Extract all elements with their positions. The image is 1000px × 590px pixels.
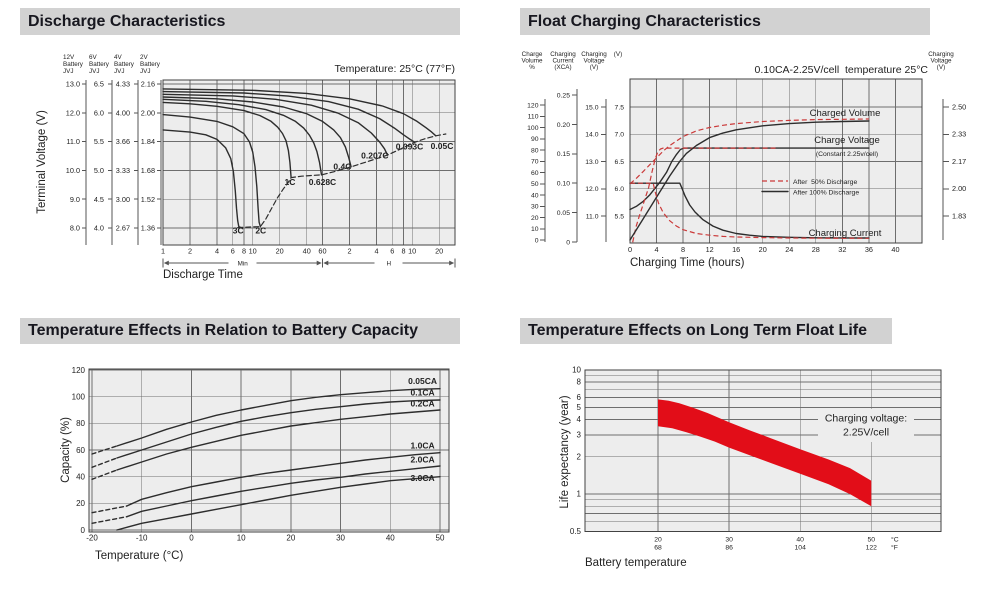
svg-text:5.0: 5.0 <box>93 166 104 175</box>
svg-text:Battery: Battery <box>114 61 134 68</box>
svg-text:30: 30 <box>336 533 346 543</box>
svg-text:2.00: 2.00 <box>140 108 155 118</box>
svg-text:1.83: 1.83 <box>952 211 967 221</box>
svg-text:2V: 2V <box>140 54 148 61</box>
svg-text:2.25V/cell: 2.25V/cell <box>842 426 890 439</box>
svg-text:20: 20 <box>758 245 767 254</box>
svg-text:40: 40 <box>530 192 539 200</box>
svg-text:100: 100 <box>71 392 85 402</box>
svg-text:0.4C: 0.4C <box>333 161 352 172</box>
svg-text:30: 30 <box>725 536 733 544</box>
svg-text:0: 0 <box>189 533 194 543</box>
svg-text:10: 10 <box>530 226 539 234</box>
svg-text:8: 8 <box>576 377 581 387</box>
svg-text:3: 3 <box>576 430 581 440</box>
svg-text:6.5: 6.5 <box>614 158 624 166</box>
svg-text:1.52: 1.52 <box>140 194 155 204</box>
svg-text:0: 0 <box>627 245 633 254</box>
svg-text:Charge: Charge <box>521 51 543 58</box>
svg-text:Battery: Battery <box>89 61 109 68</box>
svg-text:0.207C: 0.207C <box>361 150 389 161</box>
svg-text:120: 120 <box>527 102 539 110</box>
svg-text:86: 86 <box>725 544 733 552</box>
svg-text:50: 50 <box>435 533 445 543</box>
panel-title-float-charging: Float Charging Characteristics <box>520 8 930 35</box>
svg-text:H: H <box>386 260 392 268</box>
svg-text:3C: 3C <box>232 225 244 236</box>
svg-text:2.00: 2.00 <box>952 184 967 194</box>
svg-text:Charge Voltage: Charge Voltage <box>814 135 880 146</box>
svg-text:JVJ: JVJ <box>114 68 125 75</box>
svg-text:6V: 6V <box>89 54 97 61</box>
temp-capacity-chart <box>60 366 449 562</box>
svg-text:Min: Min <box>237 260 248 268</box>
svg-text:3.33: 3.33 <box>115 166 130 175</box>
svg-text:5.5: 5.5 <box>614 213 624 221</box>
panel-title-float-life: Temperature Effects on Long Term Float Life <box>520 318 892 344</box>
svg-text:Charging Time (hours): Charging Time (hours) <box>630 257 745 269</box>
svg-text:After 100% Discharge: After 100% Discharge <box>793 189 860 197</box>
svg-text:8: 8 <box>401 246 406 256</box>
svg-text:1.0CA: 1.0CA <box>410 440 435 451</box>
svg-text:Voltage: Voltage <box>583 57 605 65</box>
svg-text:120: 120 <box>71 365 85 375</box>
svg-text:%: % <box>529 64 535 71</box>
svg-text:Discharge Time: Discharge Time <box>163 269 243 281</box>
svg-text:24: 24 <box>785 245 794 254</box>
svg-text:Battery temperature: Battery temperature <box>585 557 687 569</box>
svg-text:7.5: 7.5 <box>614 104 624 112</box>
svg-text:0.10CA-2.25V/cell temperature: 0.10CA-2.25V/cell temperature 25°C <box>754 64 928 76</box>
svg-text:122: 122 <box>865 544 877 552</box>
svg-text:6.0: 6.0 <box>614 186 624 194</box>
svg-text:15.0: 15.0 <box>585 104 599 112</box>
svg-text:16: 16 <box>732 245 741 254</box>
svg-text:(V): (V) <box>613 51 623 58</box>
svg-text:40: 40 <box>385 533 395 543</box>
svg-text:0.10: 0.10 <box>556 180 570 188</box>
svg-text:(V): (V) <box>936 64 946 71</box>
svg-text:70: 70 <box>530 158 539 166</box>
svg-text:3.66: 3.66 <box>115 137 130 147</box>
svg-text:JVJ: JVJ <box>140 68 151 75</box>
svg-text:8: 8 <box>241 246 247 256</box>
svg-text:9.0: 9.0 <box>69 194 80 204</box>
svg-text:80: 80 <box>530 147 539 155</box>
svg-text:40: 40 <box>796 536 804 544</box>
svg-text:1.84: 1.84 <box>140 137 155 147</box>
svg-text:13.0: 13.0 <box>585 158 599 166</box>
svg-text:0.05C: 0.05C <box>430 140 454 151</box>
discharge-chart <box>36 54 455 281</box>
svg-text:(XCA): (XCA) <box>554 64 572 71</box>
svg-text:20: 20 <box>76 499 85 509</box>
svg-text:Charging: Charging <box>928 51 954 58</box>
svg-text:2.0CA: 2.0CA <box>410 454 435 465</box>
svg-text:0.628C: 0.628C <box>308 176 337 187</box>
svg-text:12.0: 12.0 <box>65 108 80 118</box>
svg-text:60: 60 <box>530 169 539 177</box>
svg-text:Temperature: 25°C (77°F): Temperature: 25°C (77°F) <box>334 63 455 75</box>
svg-text:4.5: 4.5 <box>93 194 104 204</box>
svg-text:Temperature (°C): Temperature (°C) <box>95 550 184 562</box>
svg-text:11.0: 11.0 <box>585 213 599 221</box>
svg-text:4: 4 <box>374 246 379 256</box>
svg-text:Capacity (%): Capacity (%) <box>60 417 72 483</box>
svg-text:2.17: 2.17 <box>952 156 967 166</box>
svg-text:Charging: Charging <box>581 51 607 58</box>
svg-text:1: 1 <box>576 489 581 499</box>
svg-text:30: 30 <box>530 203 539 211</box>
svg-text:-20: -20 <box>86 533 98 543</box>
svg-text:0.15: 0.15 <box>556 151 570 159</box>
svg-text:0.093C: 0.093C <box>395 141 424 152</box>
svg-text:0.5: 0.5 <box>569 527 581 537</box>
svg-text:4: 4 <box>576 415 581 425</box>
svg-text:6: 6 <box>576 393 581 403</box>
svg-text:0: 0 <box>566 239 570 247</box>
svg-text:°F: °F <box>891 544 898 552</box>
svg-text:5.5: 5.5 <box>93 137 104 147</box>
svg-text:Charging voltage:: Charging voltage: <box>824 412 908 425</box>
svg-text:1C: 1C <box>284 176 296 187</box>
svg-text:68: 68 <box>654 544 662 552</box>
svg-text:1.36: 1.36 <box>140 223 155 233</box>
svg-text:0.05CA: 0.05CA <box>408 376 438 387</box>
svg-text:2.67: 2.67 <box>115 223 130 233</box>
svg-text:110: 110 <box>527 113 539 121</box>
svg-text:Charging Current: Charging Current <box>808 228 882 239</box>
svg-text:4: 4 <box>654 245 659 254</box>
svg-text:0.25: 0.25 <box>556 92 570 100</box>
svg-text:10: 10 <box>248 246 257 256</box>
svg-text:40: 40 <box>302 246 311 256</box>
panel-title-temp-capacity: Temperature Effects in Relation to Battery Capacity <box>20 318 460 344</box>
svg-text:JVJ: JVJ <box>63 68 74 75</box>
svg-text:Terminal Voltage (V): Terminal Voltage (V) <box>36 110 48 214</box>
svg-text:0.2CA: 0.2CA <box>410 398 435 409</box>
svg-text:50: 50 <box>867 536 876 544</box>
svg-text:2.16: 2.16 <box>140 79 155 89</box>
svg-text:(Constant 2.25v/cell): (Constant 2.25v/cell) <box>815 151 879 158</box>
svg-text:28: 28 <box>811 245 820 254</box>
svg-text:90: 90 <box>530 136 539 144</box>
svg-text:2: 2 <box>187 246 193 256</box>
panel-title-discharge: Discharge Characteristics <box>20 8 460 35</box>
svg-text:12.0: 12.0 <box>585 186 599 194</box>
svg-text:40: 40 <box>76 472 85 482</box>
float-life-chart <box>559 366 941 569</box>
svg-text:5: 5 <box>576 403 581 412</box>
svg-text:10: 10 <box>408 246 417 256</box>
svg-text:1.68: 1.68 <box>140 166 155 175</box>
svg-text:20: 20 <box>435 246 444 256</box>
svg-text:(V): (V) <box>589 64 599 71</box>
svg-text:0.1CA: 0.1CA <box>410 387 435 398</box>
svg-text:-10: -10 <box>135 533 148 543</box>
svg-text:36: 36 <box>864 245 873 254</box>
svg-text:4: 4 <box>214 246 220 256</box>
svg-text:6.0: 6.0 <box>93 108 104 118</box>
svg-text:8.0: 8.0 <box>69 223 80 233</box>
svg-text:Battery: Battery <box>63 61 83 68</box>
svg-text:12: 12 <box>705 245 714 254</box>
svg-text:20: 20 <box>275 246 284 256</box>
svg-text:13.0: 13.0 <box>65 79 80 89</box>
svg-text:4.0: 4.0 <box>93 223 104 233</box>
svg-text:40: 40 <box>891 245 900 254</box>
svg-text:60: 60 <box>76 445 85 455</box>
svg-text:7.0: 7.0 <box>614 131 624 139</box>
svg-text:0.05: 0.05 <box>556 210 570 217</box>
svg-text:JVJ: JVJ <box>89 68 100 75</box>
svg-text:4V: 4V <box>114 54 122 61</box>
svg-text:14.0: 14.0 <box>585 131 599 139</box>
svg-text:60: 60 <box>318 246 327 256</box>
svg-text:6: 6 <box>230 246 235 256</box>
svg-text:After 50% Discharge: After 50% Discharge <box>793 179 858 186</box>
svg-text:32: 32 <box>838 245 847 254</box>
svg-text:2.50: 2.50 <box>952 102 967 112</box>
svg-text:12V: 12V <box>63 54 75 61</box>
svg-text:2: 2 <box>576 452 581 462</box>
svg-text:100: 100 <box>527 124 539 132</box>
svg-text:2C: 2C <box>255 225 267 236</box>
svg-text:Charging: Charging <box>550 51 576 58</box>
svg-text:2.33: 2.33 <box>952 129 967 139</box>
svg-text:4.33: 4.33 <box>115 79 130 89</box>
svg-text:Life expectancy (year): Life expectancy (year) <box>559 395 571 509</box>
svg-text:20: 20 <box>530 214 539 222</box>
svg-text:10: 10 <box>236 533 246 543</box>
svg-text:3.00: 3.00 <box>115 194 130 204</box>
svg-text:Volume: Volume <box>521 57 543 65</box>
svg-text:10.0: 10.0 <box>65 166 80 175</box>
svg-text:Voltage: Voltage <box>930 57 952 65</box>
svg-text:Battery: Battery <box>140 61 160 68</box>
svg-text:3.0CA: 3.0CA <box>410 472 435 483</box>
float-charging-chart <box>521 51 966 269</box>
svg-text:2: 2 <box>347 246 352 256</box>
svg-text:20: 20 <box>654 536 662 544</box>
svg-text:8: 8 <box>681 245 686 254</box>
svg-text:6.5: 6.5 <box>93 79 104 89</box>
svg-text:50: 50 <box>530 181 539 189</box>
svg-text:80: 80 <box>76 419 85 429</box>
svg-text:4.00: 4.00 <box>115 108 130 118</box>
svg-text:Charged Volume: Charged Volume <box>809 108 881 119</box>
svg-text:6: 6 <box>390 246 395 256</box>
svg-text:0: 0 <box>534 237 539 245</box>
svg-text:20: 20 <box>286 533 296 543</box>
svg-text:10: 10 <box>572 365 581 375</box>
svg-text:0.20: 0.20 <box>556 121 570 129</box>
svg-text:11.0: 11.0 <box>66 137 80 147</box>
svg-text:Current: Current <box>552 57 574 65</box>
svg-text:104: 104 <box>794 544 806 552</box>
svg-text:°C: °C <box>891 536 899 544</box>
svg-text:1: 1 <box>160 246 166 256</box>
svg-text:0: 0 <box>80 525 85 535</box>
